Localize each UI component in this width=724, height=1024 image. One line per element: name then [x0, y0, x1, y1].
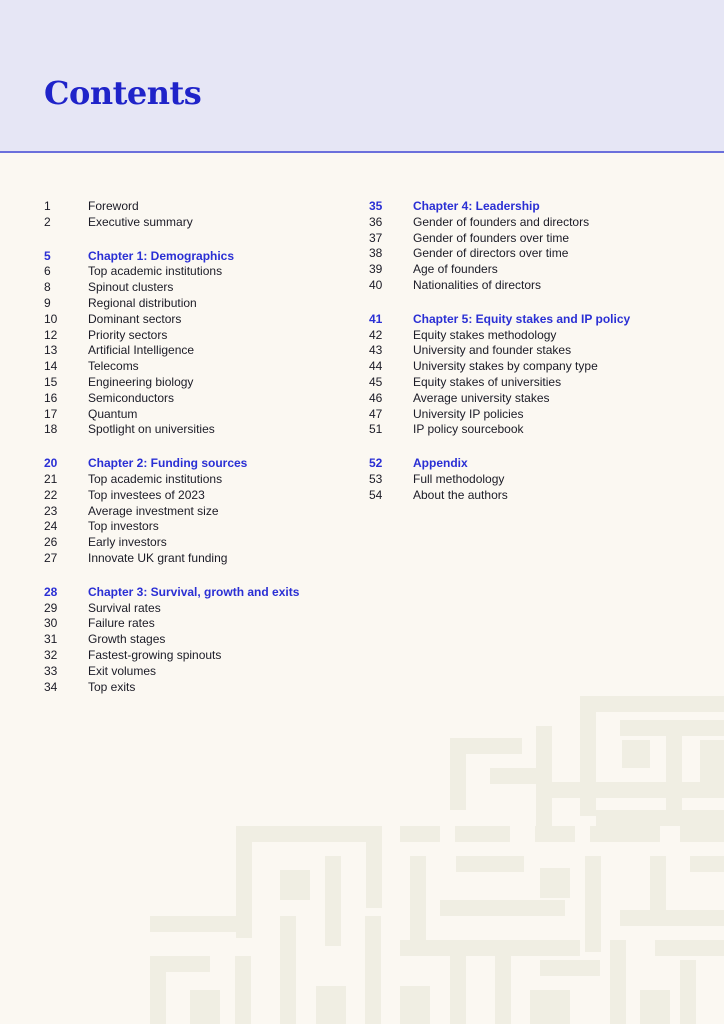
page-title: Contents	[44, 74, 202, 112]
toc-entry-label: Artificial Intelligence	[88, 343, 195, 358]
toc-entry[interactable]	[369, 375, 699, 391]
toc-entry-label: Semiconductors	[88, 390, 175, 405]
toc-entry-label: Average university stakes	[413, 390, 550, 405]
toc-page-number: 43	[369, 343, 383, 358]
toc-entry-label: Equity stakes of universities	[413, 374, 562, 389]
toc-page-number: 8	[44, 280, 51, 295]
toc-entry-label: Failure rates	[88, 616, 155, 631]
toc-page-number: 53	[369, 471, 383, 486]
toc-page-number: 23	[44, 503, 58, 518]
toc-entry-label: Exit volumes	[88, 663, 157, 678]
toc-entry-label: Gender of founders over time	[413, 230, 570, 245]
toc-page-number: 45	[369, 374, 383, 389]
toc-chapter-label: Chapter 5: Equity stakes and IP policy	[413, 311, 631, 326]
toc-entry-label: Top exits	[88, 679, 136, 694]
toc-entry-label: Nationalities of directors	[413, 277, 542, 292]
toc-entry[interactable]	[44, 632, 344, 648]
toc-entry-label: University and founder stakes	[413, 343, 572, 358]
toc-entry-label: About the authors	[413, 487, 508, 502]
toc-page-number: 26	[44, 535, 58, 550]
toc-page-number: 33	[44, 663, 58, 678]
toc-page-number: 1	[44, 199, 51, 213]
toc-section-chapter-4	[369, 199, 699, 294]
toc-entry-label: Average investment size	[88, 503, 219, 518]
toc-page-number: 21	[44, 471, 58, 486]
toc-chapter-heading[interactable]	[369, 456, 699, 472]
toc-entry-label: Executive summary	[88, 214, 193, 229]
toc-entry-label: IP policy sourcebook	[413, 422, 524, 437]
toc-page-number: 39	[369, 262, 383, 277]
toc-section-intro	[44, 199, 344, 231]
toc-entry[interactable]	[369, 422, 699, 438]
toc-entry-label: Age of founders	[413, 262, 498, 277]
toc-page-number: 44	[369, 359, 383, 374]
toc-page-number: 2	[44, 214, 51, 229]
toc-entry[interactable]	[369, 343, 699, 359]
toc-page-number: 37	[369, 230, 383, 245]
toc-page-number: 14	[44, 359, 58, 374]
toc-page-number: 34	[44, 679, 58, 694]
toc-page-number: 32	[44, 647, 58, 662]
toc-page-number: 6	[44, 264, 51, 279]
toc-entry[interactable]	[44, 648, 344, 664]
toc-entry[interactable]	[44, 407, 344, 423]
toc-entry[interactable]	[44, 488, 344, 504]
toc-page-number: 35	[369, 199, 383, 213]
toc-page-number: 31	[44, 632, 58, 647]
toc-chapter-heading[interactable]	[369, 312, 699, 328]
toc-page-number: 13	[44, 343, 58, 358]
toc-entry[interactable]	[44, 375, 344, 391]
toc-page-number: 12	[44, 327, 58, 342]
toc-chapter-heading[interactable]	[44, 585, 344, 601]
toc-entry[interactable]	[44, 391, 344, 407]
toc-entry-label: Innovate UK grant funding	[88, 550, 228, 565]
toc-entry[interactable]	[44, 664, 344, 680]
toc-page-number: 20	[44, 456, 58, 471]
toc-page-number: 52	[369, 456, 383, 471]
toc-page-number: 38	[369, 246, 383, 261]
toc-chapter-label: Chapter 3: Survival, growth and exits	[88, 584, 300, 599]
toc-entry-label: Fastest-growing spinouts	[88, 647, 222, 662]
toc-entry-label: Telecoms	[88, 359, 139, 374]
toc-page-number: 41	[369, 311, 383, 326]
page-header	[0, 0, 724, 153]
toc-entry-label: Priority sectors	[88, 327, 168, 342]
toc-entry-label: Survival rates	[88, 600, 161, 615]
toc-entry-label: Quantum	[88, 406, 138, 421]
toc-entry-label: Top academic institutions	[88, 471, 223, 486]
toc-chapter-heading[interactable]	[44, 456, 344, 472]
toc-entry[interactable]	[44, 519, 344, 535]
toc-page-number: 54	[369, 487, 383, 502]
toc-entry-label: Equity stakes methodology	[413, 327, 557, 342]
toc-page-number: 42	[369, 327, 383, 342]
toc-chapter-heading[interactable]	[44, 249, 344, 265]
toc-entry[interactable]	[44, 359, 344, 375]
toc-chapter-label: Chapter 1: Demographics	[88, 248, 235, 263]
toc-entry[interactable]	[369, 262, 699, 278]
toc-entry-label: Engineering biology	[88, 374, 194, 389]
toc-entry[interactable]	[44, 680, 344, 696]
toc-page-number: 17	[44, 406, 58, 421]
toc-entry[interactable]	[369, 472, 699, 488]
toc-chapter-label: Appendix	[413, 456, 468, 471]
toc-page-number: 28	[44, 584, 58, 599]
toc-column-right	[369, 199, 699, 522]
toc-entry-label: Growth stages	[88, 632, 166, 647]
toc-entry-label: University IP policies	[413, 406, 524, 421]
toc-entry[interactable]	[44, 312, 344, 328]
toc-chapter-label: Chapter 2: Funding sources	[88, 456, 248, 471]
toc-entry-label: Top investors	[88, 519, 159, 534]
toc-entry-label: Full methodology	[413, 471, 505, 486]
toc-chapter-heading[interactable]	[369, 199, 699, 215]
toc-entry[interactable]	[369, 488, 699, 504]
toc-page-number: 36	[369, 214, 383, 229]
toc-page-number: 15	[44, 374, 58, 389]
toc-entry[interactable]	[369, 278, 699, 294]
toc-entry[interactable]	[44, 535, 344, 551]
toc-entry-label: Dominant sectors	[88, 311, 182, 326]
toc-entry[interactable]	[369, 407, 699, 423]
toc-page-number: 22	[44, 487, 58, 502]
toc-page-number: 47	[369, 406, 383, 421]
toc-entry[interactable]	[369, 328, 699, 344]
toc-section-chapter-2	[44, 456, 344, 567]
toc-entry-label: Spotlight on universities	[88, 422, 215, 437]
toc-entry[interactable]	[44, 328, 344, 344]
toc-entry[interactable]	[44, 296, 344, 312]
toc-entry-label: Gender of founders and directors	[413, 214, 590, 229]
toc-entry[interactable]	[44, 504, 344, 520]
toc-entry[interactable]	[369, 215, 699, 231]
toc-entry[interactable]	[44, 264, 344, 280]
toc-page-number: 24	[44, 519, 58, 534]
toc-page-number: 5	[44, 248, 51, 263]
toc-page-number: 40	[369, 277, 383, 292]
toc-page-number: 18	[44, 422, 58, 437]
toc-entry[interactable]	[44, 422, 344, 438]
toc-section-chapter-1	[44, 249, 344, 439]
toc-column-left	[44, 199, 344, 713]
toc-entry-label: Regional distribution	[88, 295, 197, 310]
toc-page-number: 46	[369, 390, 383, 405]
toc-entry[interactable]	[44, 280, 344, 296]
toc-entry-label: Early investors	[88, 535, 167, 550]
toc-page-number: 51	[369, 422, 383, 437]
toc-entry[interactable]	[369, 231, 699, 247]
toc-entry[interactable]	[369, 246, 699, 262]
toc-page-number: 9	[44, 295, 51, 310]
toc-entry[interactable]	[44, 616, 344, 632]
toc-section-appendix	[369, 456, 699, 503]
toc-page-number: 10	[44, 311, 58, 326]
toc-page-number: 27	[44, 550, 58, 565]
toc-section-chapter-3	[44, 585, 344, 696]
toc-page-number: 30	[44, 616, 58, 631]
toc-entry-label: Spinout clusters	[88, 280, 174, 295]
toc-entry-label: University stakes by company type	[413, 359, 598, 374]
toc-entry-label: Foreword	[88, 199, 139, 213]
toc-entry-label: Top academic institutions	[88, 264, 223, 279]
toc-entry-label: Gender of directors over time	[413, 246, 569, 261]
toc-entry[interactable]	[44, 199, 344, 215]
toc-entry[interactable]	[44, 551, 344, 567]
toc-page-number: 16	[44, 390, 58, 405]
toc-entry[interactable]	[44, 472, 344, 488]
toc-page-number: 29	[44, 600, 58, 615]
toc-entry[interactable]	[369, 359, 699, 375]
toc-section-chapter-5	[369, 312, 699, 438]
toc-entry[interactable]	[44, 601, 344, 617]
toc-entry[interactable]	[44, 215, 344, 231]
toc-entry-label: Top investees of 2023	[88, 487, 205, 502]
toc-chapter-label: Chapter 4: Leadership	[413, 199, 540, 213]
toc-entry[interactable]	[369, 391, 699, 407]
toc-entry[interactable]	[44, 343, 344, 359]
